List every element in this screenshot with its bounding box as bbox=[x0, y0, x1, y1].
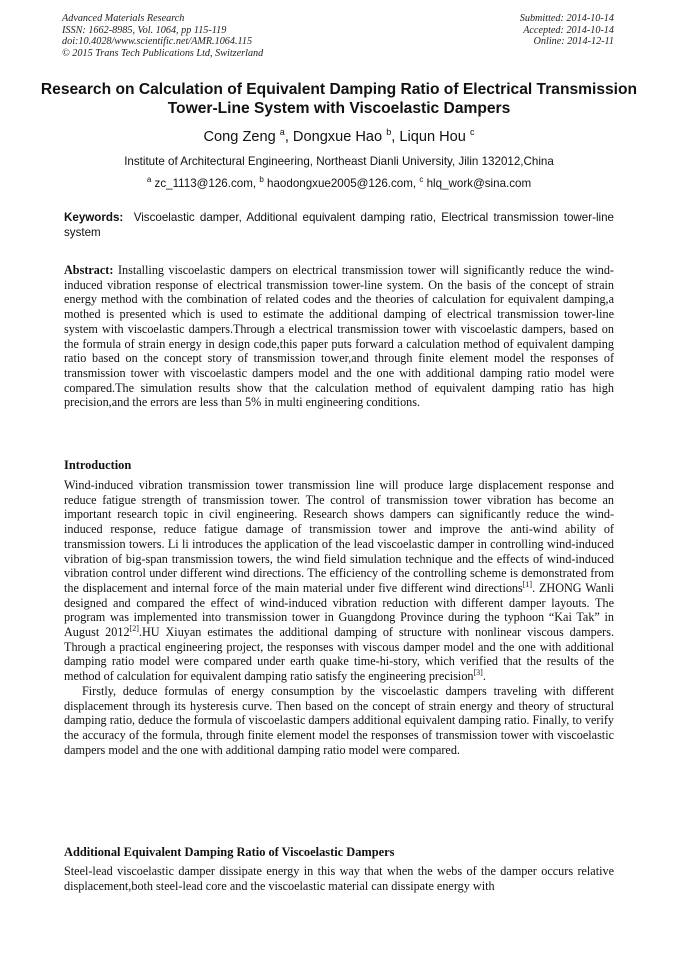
citation-1[interactable]: [1] bbox=[522, 579, 533, 589]
accepted-date: Accepted: 2014-10-14 bbox=[523, 24, 614, 36]
intro-paragraph-1 bbox=[64, 478, 614, 684]
abstract-label: Abstract: bbox=[64, 263, 114, 277]
intro-text: . ZHONG Wanli designed and compared the effect of wind-induced vibration reduction with different damper layouts. The program was implemented into transmission tower in Guangdong Province during the typhoon “Kai Tak” in August 2012 bbox=[64, 580, 614, 640]
email-mark: b bbox=[259, 175, 264, 184]
introduction-body bbox=[64, 478, 614, 757]
intro-text: . bbox=[482, 669, 486, 684]
author-separator: , bbox=[284, 129, 293, 145]
author-list bbox=[40, 128, 638, 146]
citation-3[interactable]: [3] bbox=[473, 668, 483, 678]
paper-title: Research on Calculation of Equivalent Damping Ratio of Electrical Transmission Tower-Line System with Viscoelastic Dampers bbox=[40, 81, 638, 117]
author-name: Liqun Hou bbox=[399, 129, 466, 145]
section-body-damping-ratio: Steel-lead viscoelastic damper dissipate energy in this way that when the webs of the damper occurs relative displacement,both steel-lead core and the viscoelastic material can dissipate energy with bbox=[64, 864, 614, 893]
author-separator: , bbox=[391, 129, 400, 145]
citation-2[interactable]: [2] bbox=[129, 624, 139, 634]
email-list: $^a$ zc_1113@126.com, $^b$ haodongxue2005@126.com, $^c$ hlq_work@sina.com bbox=[146, 175, 532, 190]
email-mark: a bbox=[146, 175, 152, 184]
issn-line: ISSN: 1662-8985, Vol. 1064, pp 115-119 bbox=[62, 24, 227, 36]
keywords-block bbox=[64, 210, 614, 240]
email-address[interactable]: hlq_work@sina.com bbox=[426, 177, 532, 190]
intro-text: Wind-induced vibration transmission tower transmission line will produce large displacement response and reduce fatigue strength of transmission tower. The control of transmission tower vibration has become an important research topic in civil engineering. Research shows dampers can significantly reduce the wind-induced response, reduce fatigue damage of transmission tower and improve the anti-wind ability of transmission towers. Li li introduces the application of the lead viscoelastic damper in controlling wind-induced vibration of big-span transmission towers, the wind field simulation technique and the effects of wind-induced vibration control under different wind directions. The efficiency of the controlling scheme is demonstrated from the displacement and internal force of the main material under five different wind directions bbox=[64, 478, 614, 595]
section-heading-damping-ratio: Additional Equivalent Damping Ratio of Viscoelastic Dampers bbox=[64, 845, 395, 859]
email-address[interactable]: zc_1113@126.com bbox=[154, 177, 253, 190]
keywords-text: Viscoelastic damper, Additional equivalent damping ratio, Electrical transmission tower-line system bbox=[64, 211, 614, 239]
online-date: Online: 2014-12-11 bbox=[533, 36, 614, 48]
journal-info bbox=[62, 13, 263, 59]
intro-text: .HU Xiuyan estimates the additional damping of structure with nonlinear viscous dampers. Through a practical engineering project, the responses with viscous damper model and the one with additional damping ratio model were compared under earth quake time-hi-story, which verified that the results of the method of calculation for equivalent damping ratio satisfy the engineering precision bbox=[64, 625, 614, 684]
author-affil-mark: c bbox=[469, 127, 475, 137]
email-mark: c bbox=[419, 175, 424, 184]
author-affil-mark: b bbox=[386, 127, 392, 137]
author-name: Cong Zeng bbox=[203, 129, 276, 145]
email-address[interactable]: haodongxue2005@126.com bbox=[267, 177, 413, 190]
doi-line: doi:10.4028/www.scientific.net/AMR.1064.115 bbox=[62, 36, 253, 48]
intro-paragraph-2: Firstly, deduce formulas of energy consumption by the viscoelastic dampers traveling with different displacement through its hysteresis curve. Then based on the concept of strain energy and theory of structural damping ratio, deduce the formula of viscoelastic dampers additional equivalent damping ratio. Finally, to verify the accuracy of the formula, through finite element model the responses of transmission tower with viscoelastic dampers model and the one with additional damping ratio model were compared. bbox=[64, 683, 614, 757]
abstract-text: Installing viscoelastic dampers on electrical transmission tower will significantly reduce the wind-induced vibration response of electrical transmission tower-line system. On the basis of the concept of strain energy method with the combination of related codes and the theories of calculation for equivalent damping,a mothed is presented which is used to estimate the additional damping of electrical transmission tower-line system with viscoelastic dampers.Through a electrical transmission tower with viscoelastic dampers, based on the formula of strain energy in design code,this paper puts forward a calculation method of equivalent damping ratio based on the concept story of transmission tower,and through finite element model the responses of transmission tower with viscoelastic dampers model and the one with additional damping ratio model were compared.The simulation results show that the calculation method of equivalent damping ratio has high precision,and the errors are less than 5% in multi engineering conditions. bbox=[64, 263, 614, 410]
affiliation: Institute of Architectural Engineering, Northeast Dianli University, Jilin 132012,China bbox=[124, 155, 554, 168]
author-affil-mark: a bbox=[279, 127, 285, 137]
submission-dates bbox=[520, 13, 614, 48]
abstract-block bbox=[64, 263, 614, 410]
author-name: Dongxue Hao bbox=[292, 129, 383, 145]
copyright-line: © 2015 Trans Tech Publications Ltd, Switzerland bbox=[62, 47, 264, 59]
keywords-label: Keywords: bbox=[64, 211, 124, 224]
introduction-heading: Introduction bbox=[64, 458, 132, 472]
submitted-date: Submitted: 2014-10-14 bbox=[519, 13, 614, 24]
journal-name: Advanced Materials Research bbox=[62, 13, 185, 24]
